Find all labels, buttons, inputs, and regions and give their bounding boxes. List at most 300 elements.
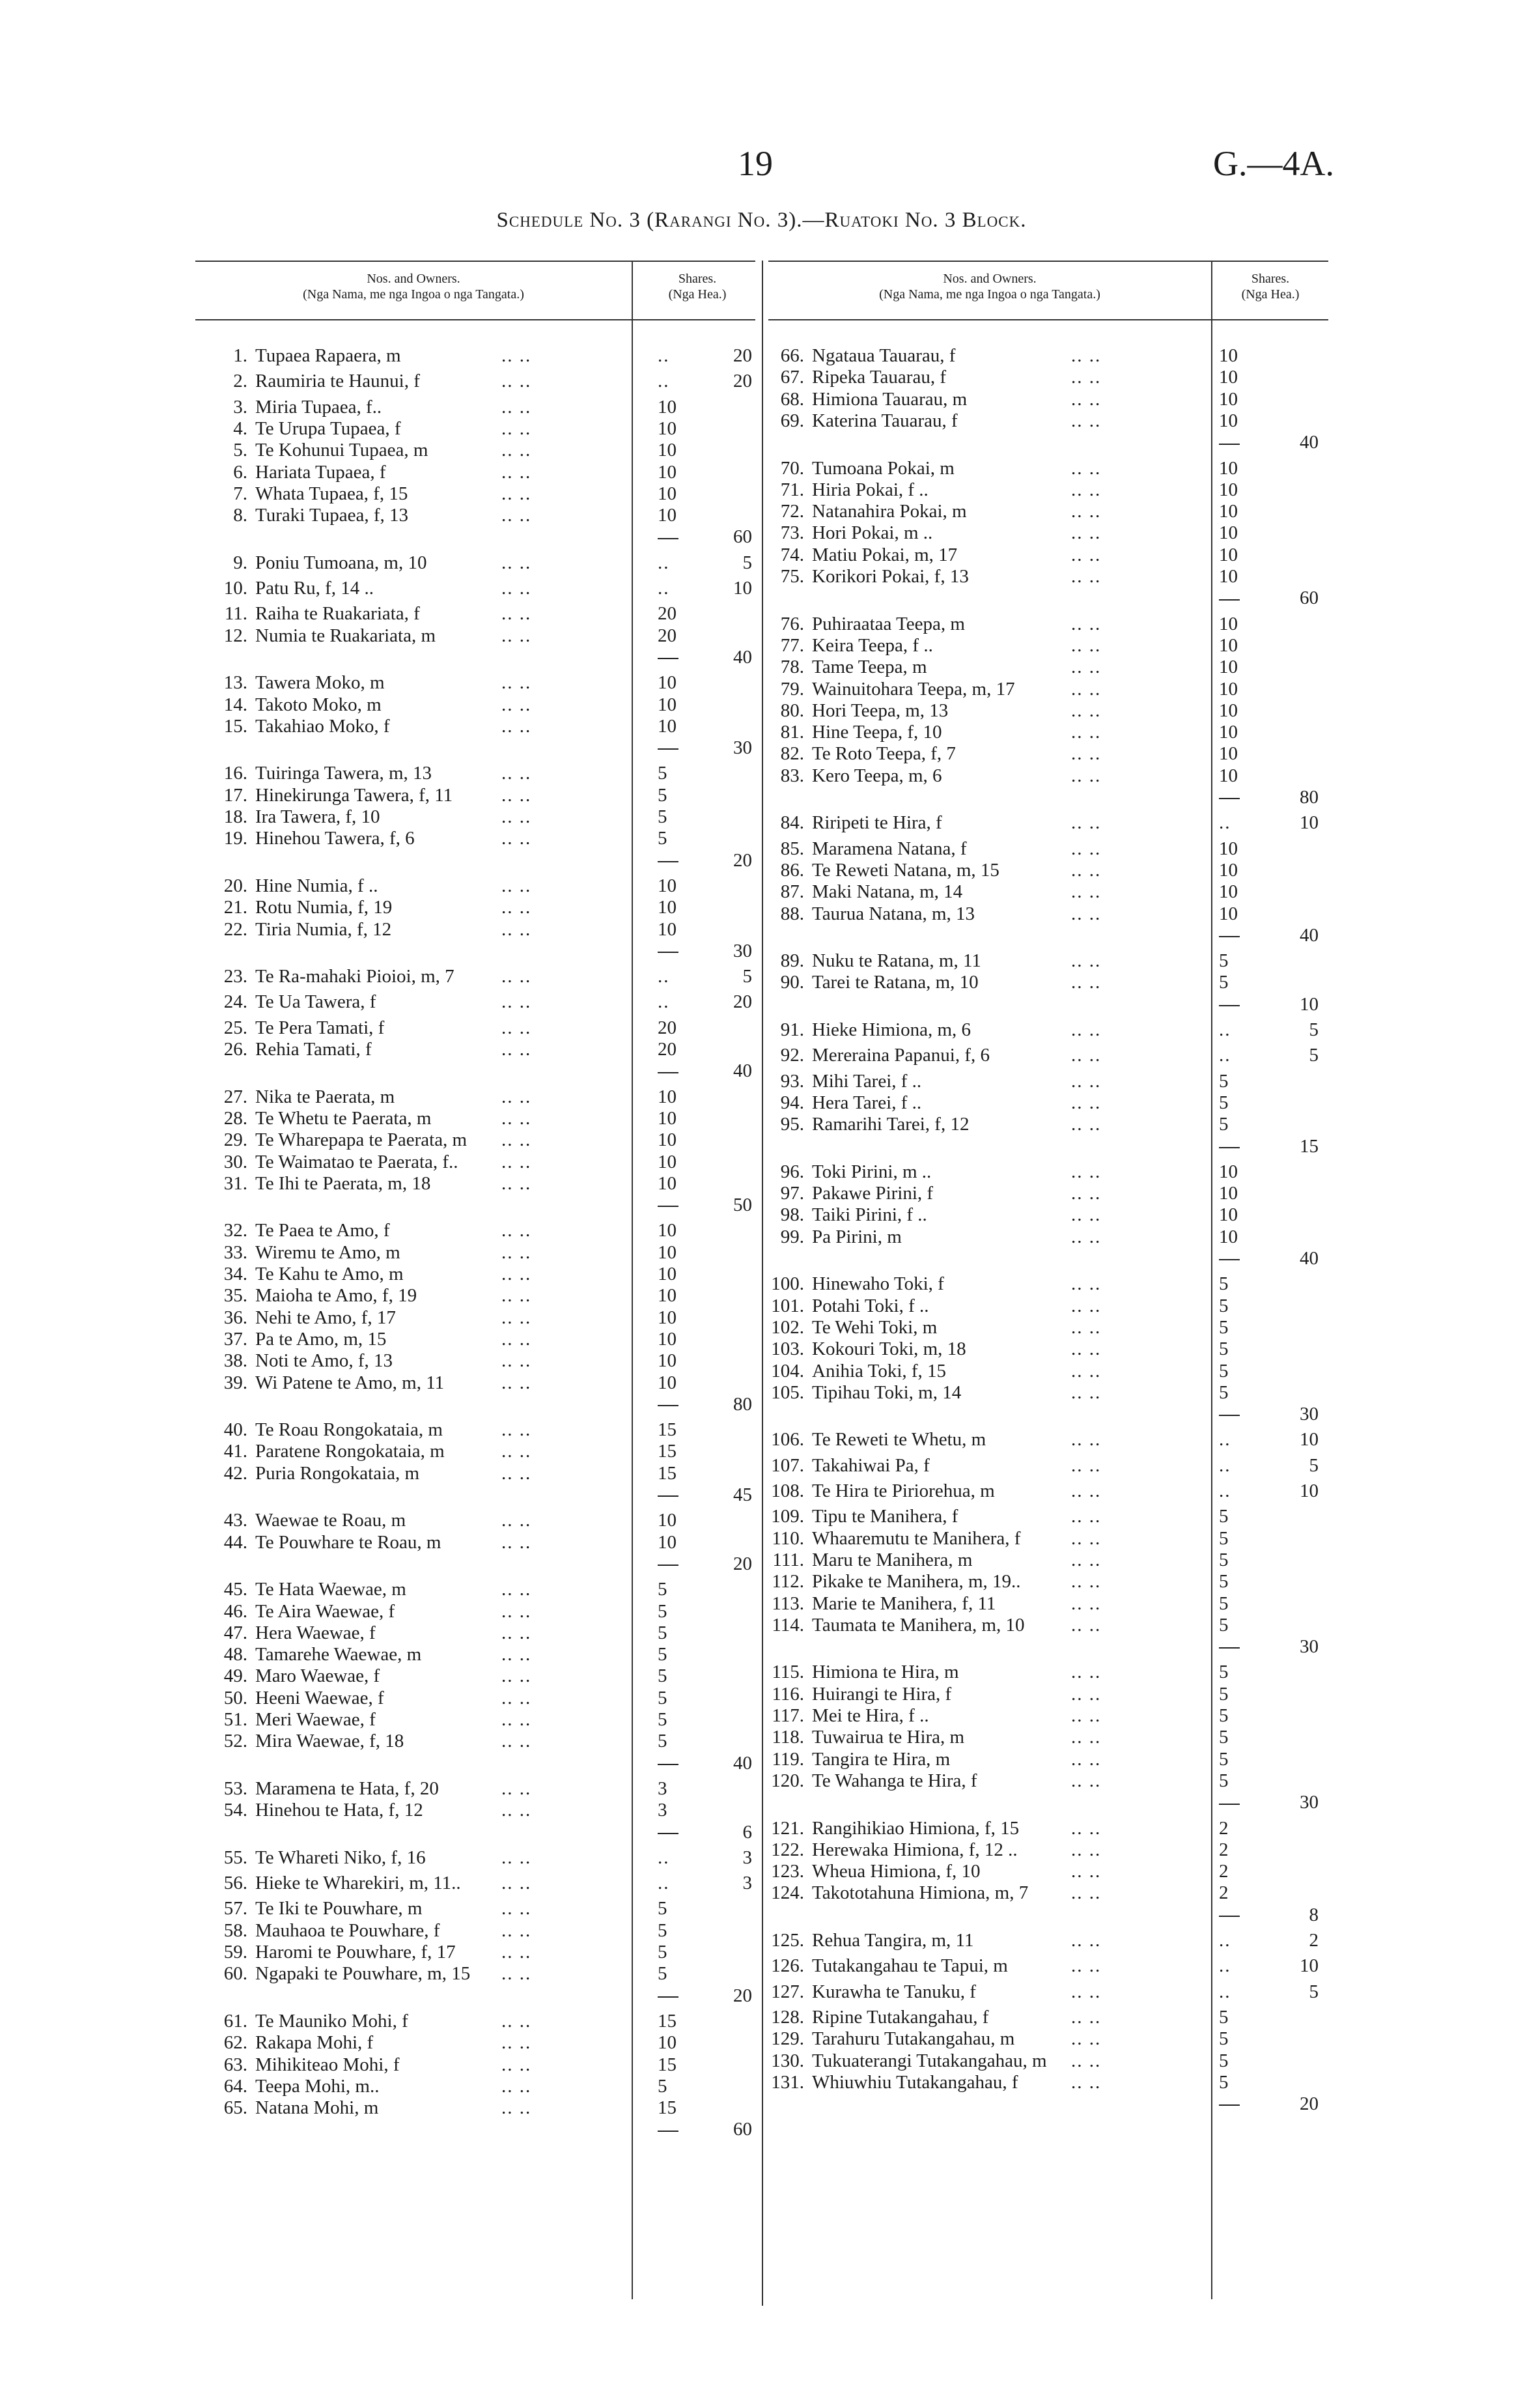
right-owner-row xyxy=(765,812,1325,834)
owner-number: 111. xyxy=(772,1549,804,1570)
leader-dots: .. .. xyxy=(501,396,532,418)
individual-share: 5 xyxy=(1219,1070,1229,1092)
group-total-share: 20 xyxy=(733,371,752,392)
group-total-share: 30 xyxy=(1300,1404,1319,1425)
subtotal-rule xyxy=(658,1985,686,2007)
owner-number: 19. xyxy=(223,828,247,849)
leader-dots: .. .. xyxy=(1071,1614,1102,1636)
left-owner-row xyxy=(208,897,762,918)
owner-name: Te Roto Teepa, f, 7 xyxy=(812,743,956,765)
owner-number: 6. xyxy=(233,461,247,483)
individual-share: 10 xyxy=(658,1285,677,1307)
left-owner-row xyxy=(208,1579,762,1600)
owner-name: Taiki Pirini, f .. xyxy=(812,1204,927,1226)
individual-share: 10 xyxy=(658,1151,677,1172)
leader-dots: .. .. xyxy=(501,2010,532,2032)
individual-share: 10 xyxy=(1219,859,1238,881)
left-owner-row xyxy=(208,1220,762,1241)
individual-share: 5 xyxy=(1219,1662,1229,1683)
left-owner-row xyxy=(208,1264,762,1285)
left-owner-row xyxy=(208,785,762,806)
leader-dots: .. .. xyxy=(501,1800,532,1821)
owner-name: Poniu Tumoana, m, 10 xyxy=(255,552,427,573)
group-total-share: 40 xyxy=(1300,924,1319,946)
owner-name: Keira Teepa, f .. xyxy=(812,634,933,656)
right-owner-row xyxy=(765,501,1325,522)
left-owner-row xyxy=(208,672,762,694)
individual-share: 10 xyxy=(1219,903,1238,924)
right-header-top-rule xyxy=(768,261,1328,262)
owner-number: 57. xyxy=(223,1898,247,1919)
owner-number: 66. xyxy=(780,345,804,366)
individual-share: 5 xyxy=(658,2075,667,2097)
owner-number: 84. xyxy=(780,812,804,834)
left-owner-row xyxy=(208,1173,762,1195)
individual-share: 5 xyxy=(1219,1114,1229,1135)
left-owner-row xyxy=(208,828,762,849)
leader-dots: .. .. xyxy=(1071,613,1102,634)
leader-dots: .. xyxy=(1219,1930,1231,1951)
owner-number: 74. xyxy=(780,544,804,565)
owner-name: Te Pera Tamati, f xyxy=(255,1017,385,1038)
right-owner-row xyxy=(765,860,1325,881)
right-owner-row xyxy=(765,1071,1325,1092)
owner-name: Te Whetu te Paerata, m xyxy=(255,1107,432,1129)
right-owner-row xyxy=(765,410,1325,432)
subtotal-rule-line xyxy=(658,1833,678,1834)
owner-number: 39. xyxy=(223,1372,247,1393)
right-owner-row xyxy=(765,1905,1325,1926)
owner-number: 63. xyxy=(223,2054,247,2075)
owner-number: 3. xyxy=(233,396,247,418)
owner-number: 45. xyxy=(223,1579,247,1600)
right-owner-row xyxy=(765,1296,1325,1317)
individual-share: 3 xyxy=(658,1800,667,1821)
leader-dots: .. .. xyxy=(501,1307,532,1328)
left-owner-row xyxy=(208,1039,762,1060)
right-owner-row xyxy=(765,1981,1325,2003)
leader-dots: .. .. xyxy=(501,1731,532,1752)
owner-number: 4. xyxy=(233,418,247,439)
leader-dots: .. .. xyxy=(1071,2071,1102,2093)
owner-name: Noti te Amo, f, 13 xyxy=(255,1350,393,1372)
leader-dots: .. .. xyxy=(1071,479,1102,500)
owner-number: 56. xyxy=(223,1873,247,1894)
owner-name: Hinehou Tawera, f, 6 xyxy=(255,828,415,849)
leader-dots: .. .. xyxy=(1071,1882,1102,1904)
page-reference: G.—4A. xyxy=(1213,144,1334,183)
right-owner-row xyxy=(765,679,1325,700)
individual-share: 5 xyxy=(1219,1273,1229,1295)
owner-number: 17. xyxy=(223,784,247,806)
individual-share: 15 xyxy=(658,1441,677,1462)
owner-name: Pikake te Manihera, m, 19.. xyxy=(812,1571,1021,1593)
owner-number: 123. xyxy=(771,1861,804,1882)
leader-dots: .. xyxy=(1219,1454,1231,1476)
owner-number: 14. xyxy=(223,694,247,715)
left-owner-row xyxy=(208,1847,762,1869)
leader-dots: .. .. xyxy=(1071,1727,1102,1748)
leader-dots: .. .. xyxy=(1071,903,1102,924)
owner-number: 1. xyxy=(233,345,247,366)
leader-dots: .. .. xyxy=(1071,1295,1102,1316)
owner-name: Te Wahanga te Hira, f xyxy=(812,1770,977,1791)
individual-share: 5 xyxy=(1219,1549,1229,1570)
individual-share: 5 xyxy=(658,1919,667,1941)
right-owner-row xyxy=(765,2093,1325,2115)
leader-dots: .. .. xyxy=(1071,457,1102,479)
right-owner-row xyxy=(765,1226,1325,1248)
subtotal-rule-line xyxy=(1219,1647,1240,1649)
right-owner-row xyxy=(765,1114,1325,1135)
left-shares-header-mi: (Nga Hea.) xyxy=(668,287,727,302)
individual-share: 10 xyxy=(1219,678,1238,700)
leader-dots: .. .. xyxy=(501,1172,532,1194)
subtotal-rule xyxy=(1219,925,1248,946)
individual-share: 5 xyxy=(1219,1360,1229,1381)
owner-name: Te Ihi te Paerata, m, 18 xyxy=(255,1172,431,1194)
owner-number: 65. xyxy=(223,2097,247,2119)
left-owner-row xyxy=(208,371,762,392)
leader-dots: .. .. xyxy=(501,552,532,573)
leader-dots: .. .. xyxy=(1071,1817,1102,1839)
owner-number: 129. xyxy=(771,2028,804,2050)
owner-name: Pakawe Pirini, f xyxy=(812,1183,934,1204)
right-owner-row xyxy=(765,1662,1325,1683)
leader-dots: .. .. xyxy=(1071,881,1102,903)
owner-name: Te Paea te Amo, f xyxy=(255,1220,390,1241)
individual-share: 10 xyxy=(1219,367,1238,388)
right-owner-row xyxy=(765,994,1325,1015)
right-owner-row xyxy=(765,1382,1325,1404)
owner-name: Mei te Hira, f .. xyxy=(812,1705,929,1726)
individual-share: 5 xyxy=(658,784,667,806)
group-total-share: 50 xyxy=(733,1195,752,1216)
owner-name: Maramena te Hata, f, 20 xyxy=(255,1778,439,1799)
group-total-share: 20 xyxy=(733,849,752,871)
owner-name: Tuiringa Tawera, m, 13 xyxy=(255,763,432,784)
owner-name: Rehia Tamati, f xyxy=(255,1039,372,1060)
owner-number: 70. xyxy=(780,457,804,479)
owner-name: Katerina Tauarau, f xyxy=(812,410,958,431)
leader-dots: .. .. xyxy=(1071,1683,1102,1705)
owner-number: 44. xyxy=(223,1531,247,1553)
owner-name: Rakapa Mohi, f xyxy=(255,2032,374,2054)
leader-dots: .. .. xyxy=(501,1531,532,1553)
right-owner-row xyxy=(765,1429,1325,1451)
group-total-share: 6 xyxy=(742,1821,752,1843)
owner-number: 122. xyxy=(771,1839,804,1860)
left-owner-row xyxy=(208,1778,762,1800)
owner-number: 81. xyxy=(780,722,804,743)
group-total-share: 30 xyxy=(1300,1636,1319,1658)
owner-number: 9. xyxy=(233,552,247,573)
owner-number: 124. xyxy=(771,1882,804,1904)
leader-dots: .. .. xyxy=(1071,722,1102,743)
individual-share: 10 xyxy=(658,1307,677,1328)
subtotal-rule-line xyxy=(658,658,678,659)
owner-name: Te Reweti te Whetu, m xyxy=(812,1429,986,1451)
owner-number: 26. xyxy=(223,1039,247,1060)
owner-name: Ramarihi Tarei, f, 12 xyxy=(812,1114,970,1135)
subtotal-rule-line xyxy=(1219,1005,1240,1006)
leader-dots: .. .. xyxy=(1071,388,1102,410)
individual-share: 5 xyxy=(658,1963,667,1985)
right-owner-row xyxy=(765,787,1325,808)
leader-dots: .. .. xyxy=(1071,1114,1102,1135)
individual-share: 5 xyxy=(1219,1571,1229,1593)
leader-dots: .. .. xyxy=(1071,522,1102,544)
individual-share: 5 xyxy=(658,1665,667,1687)
right-owner-row xyxy=(765,1480,1325,1502)
subtotal-rule-line xyxy=(658,538,678,539)
owner-number: 43. xyxy=(223,1510,247,1531)
left-owner-row xyxy=(208,1242,762,1264)
individual-share: 5 xyxy=(658,1579,667,1600)
right-owner-row xyxy=(765,1636,1325,1658)
right-owner-row xyxy=(765,479,1325,501)
subtotal-rule xyxy=(1219,1248,1248,1269)
subtotal-rule-line xyxy=(658,1206,678,1207)
owner-name: Waewae te Roau, m xyxy=(255,1510,406,1531)
individual-share: 5 xyxy=(1219,1683,1229,1705)
left-owner-row xyxy=(208,919,762,941)
subtotal-rule-line xyxy=(1219,1259,1240,1260)
owner-name: Mauhaoa te Pouwhare, f xyxy=(255,1919,440,1941)
right-owner-row xyxy=(765,1161,1325,1183)
right-owner-row xyxy=(765,700,1325,722)
subtotal-rule-line xyxy=(1219,444,1240,445)
leader-dots: .. .. xyxy=(501,1942,532,1962)
individual-share: 20 xyxy=(658,1017,677,1038)
leader-dots: .. .. xyxy=(1071,678,1102,700)
right-owner-row xyxy=(765,1571,1325,1593)
owner-name: Puhiraataa Teepa, m xyxy=(812,613,965,634)
leader-dots: .. .. xyxy=(501,1873,532,1894)
individual-share: 10 xyxy=(658,875,677,896)
individual-share: 10 xyxy=(1219,1161,1238,1182)
leader-dots: .. xyxy=(1219,1019,1231,1040)
individual-share: 10 xyxy=(1219,544,1238,565)
individual-share: 2 xyxy=(1219,1817,1229,1839)
individual-share: 5 xyxy=(1219,1705,1229,1726)
leader-dots: .. .. xyxy=(501,1622,532,1643)
leader-dots: .. .. xyxy=(1071,972,1102,993)
leader-dots: .. .. xyxy=(1071,812,1102,834)
individual-share: 10 xyxy=(1219,345,1238,366)
owner-name: Natanahira Pokai, m xyxy=(812,501,967,522)
owner-number: 82. xyxy=(780,743,804,765)
leader-dots: .. .. xyxy=(1071,1839,1102,1860)
leader-dots: .. .. xyxy=(501,1086,532,1107)
group-total-share: 30 xyxy=(1300,1792,1319,1813)
owner-name: Wheua Himiona, f, 10 xyxy=(812,1861,981,1882)
owner-name: Tutakangahau te Tapui, m xyxy=(812,1955,1008,1977)
right-owner-row xyxy=(765,2007,1325,2028)
right-owner-row xyxy=(765,838,1325,860)
group-total-share: 60 xyxy=(733,526,752,548)
left-header-top-rule xyxy=(195,261,755,262)
left-owner-row xyxy=(208,850,762,871)
owner-number: 31. xyxy=(223,1172,247,1194)
individual-share: 5 xyxy=(1219,1748,1229,1770)
right-owner-row xyxy=(765,881,1325,903)
owner-name: Meri Waewae, f xyxy=(255,1709,376,1730)
center-divider xyxy=(762,261,763,2306)
group-total-share: 20 xyxy=(1300,2093,1319,2115)
owner-name: Wiremu te Amo, m xyxy=(255,1241,400,1263)
owner-name: Hera Tarei, f .. xyxy=(812,1092,922,1113)
owner-number: 27. xyxy=(223,1086,247,1107)
right-owner-row xyxy=(765,1727,1325,1748)
individual-share: 5 xyxy=(1219,1727,1229,1748)
group-total-share: 30 xyxy=(733,737,752,759)
left-owner-row xyxy=(208,1394,762,1415)
right-header-bottom-rule xyxy=(768,319,1328,320)
group-total-share: 40 xyxy=(733,1060,752,1082)
owner-name: Whiuwhiu Tutakangahau, f xyxy=(812,2071,1018,2093)
owner-number: 12. xyxy=(223,625,247,646)
owner-name: Anihia Toki, f, 15 xyxy=(812,1360,947,1381)
owner-name: Whata Tupaea, f, 15 xyxy=(255,483,408,504)
individual-share: 10 xyxy=(1219,501,1238,522)
individual-share: 10 xyxy=(658,1531,677,1553)
subtotal-rule-line xyxy=(658,1405,678,1406)
leader-dots: .. .. xyxy=(501,1220,532,1241)
right-owner-row xyxy=(765,2050,1325,2072)
owner-number: 79. xyxy=(780,678,804,700)
leader-dots: .. .. xyxy=(1071,1506,1102,1527)
right-owner-row xyxy=(765,522,1325,544)
individual-share: 5 xyxy=(1219,1506,1229,1527)
group-total-share: 10 xyxy=(1300,1429,1319,1451)
leader-dots: .. .. xyxy=(1071,700,1102,721)
leader-dots: .. .. xyxy=(501,1151,532,1172)
individual-share: 5 xyxy=(1219,2028,1229,2050)
left-owner-row xyxy=(208,1017,762,1039)
right-owner-row xyxy=(765,367,1325,388)
owner-number: 59. xyxy=(223,1942,247,1962)
left-owner-row xyxy=(208,991,762,1013)
leader-dots: .. .. xyxy=(501,918,532,940)
owner-name: Toki Pirini, m .. xyxy=(812,1161,932,1182)
left-owner-row xyxy=(208,505,762,526)
individual-share: 10 xyxy=(1219,881,1238,903)
leader-dots: .. .. xyxy=(1071,1770,1102,1791)
individual-share: 5 xyxy=(658,1644,667,1665)
right-owner-row xyxy=(765,1930,1325,1951)
owner-number: 93. xyxy=(780,1070,804,1092)
owner-name: Te Reweti Natana, m, 15 xyxy=(812,859,999,881)
individual-share: 20 xyxy=(658,625,677,646)
individual-share: 5 xyxy=(658,1709,667,1730)
leader-dots: .. .. xyxy=(501,1510,532,1531)
owner-name: Raiha te Ruakariata, f xyxy=(255,603,420,625)
left-owner-row xyxy=(208,1873,762,1894)
leader-dots: .. xyxy=(658,345,670,366)
leader-dots: .. .. xyxy=(1071,1480,1102,1501)
leader-dots: .. .. xyxy=(1071,1273,1102,1295)
individual-share: 3 xyxy=(658,1778,667,1799)
left-owners-header xyxy=(195,271,632,302)
left-owner-row xyxy=(208,941,762,962)
leader-dots: .. .. xyxy=(1071,1429,1102,1451)
owner-name: Huirangi te Hira, f xyxy=(812,1683,952,1705)
leader-dots: .. .. xyxy=(501,763,532,784)
owner-number: 102. xyxy=(771,1316,804,1338)
leader-dots: .. .. xyxy=(1071,1705,1102,1726)
group-total-share: 2 xyxy=(1309,1930,1319,1951)
individual-share: 10 xyxy=(658,418,677,439)
leader-dots: .. xyxy=(1219,812,1231,834)
leader-dots: .. .. xyxy=(1071,345,1102,366)
schedule-table xyxy=(195,261,1328,2397)
leader-dots: .. .. xyxy=(501,603,532,625)
right-owner-row xyxy=(765,657,1325,678)
right-owner-row xyxy=(765,458,1325,479)
owner-number: 108. xyxy=(771,1480,804,1501)
left-owner-row xyxy=(208,1329,762,1350)
individual-share: 5 xyxy=(1219,2006,1229,2028)
owner-number: 23. xyxy=(223,966,247,987)
leader-dots: .. .. xyxy=(501,1419,532,1441)
left-owner-row xyxy=(208,2011,762,2032)
left-owner-row xyxy=(208,2032,762,2054)
owner-name: Nika te Paerata, m xyxy=(255,1086,395,1107)
left-owner-row xyxy=(208,1753,762,1774)
leader-dots: .. .. xyxy=(1071,2028,1102,2050)
right-owner-row xyxy=(765,614,1325,635)
subtotal-rule-line xyxy=(658,1996,678,1998)
schedule-title-text: Schedule No. 3 (Rarangi No. 3).—Ruatoki No. 3 Block. xyxy=(496,208,1027,232)
right-shares-header-mi: (Nga Hea.) xyxy=(1241,287,1300,302)
owner-number: 42. xyxy=(223,1462,247,1484)
owner-name: Te Pouwhare te Roau, m xyxy=(255,1531,441,1553)
individual-share: 10 xyxy=(1219,722,1238,743)
right-owner-row xyxy=(765,1092,1325,1114)
owner-name: Mira Waewae, f, 18 xyxy=(255,1731,404,1752)
leader-dots: .. .. xyxy=(1071,1527,1102,1549)
leader-dots: .. .. xyxy=(1071,1226,1102,1247)
owner-number: 67. xyxy=(780,367,804,388)
owner-name: Mereraina Papanui, f, 6 xyxy=(812,1045,990,1066)
owner-number: 49. xyxy=(223,1665,247,1687)
left-owner-row xyxy=(208,1644,762,1665)
leader-dots: .. .. xyxy=(501,1350,532,1372)
left-owner-row xyxy=(208,1920,762,1942)
right-owners-header-en: Nos. and Owners. xyxy=(943,272,1037,286)
owner-number: 20. xyxy=(223,875,247,896)
right-owners-header xyxy=(768,271,1211,302)
subtotal-rule xyxy=(658,1195,686,1216)
subtotal-rule xyxy=(1219,1636,1248,1658)
individual-share: 10 xyxy=(658,396,677,418)
leader-dots: .. .. xyxy=(501,345,532,366)
individual-share: 5 xyxy=(1219,1770,1229,1791)
leader-dots: .. .. xyxy=(1071,1861,1102,1882)
owner-number: 90. xyxy=(780,972,804,993)
right-owner-row xyxy=(765,635,1325,657)
leader-dots: .. .. xyxy=(1071,950,1102,972)
subtotal-rule xyxy=(658,1484,686,1506)
leader-dots: .. .. xyxy=(501,1898,532,1919)
owner-name: Hinewaho Toki, f xyxy=(812,1273,944,1295)
group-total-share: 60 xyxy=(1300,588,1319,609)
right-owner-row xyxy=(765,1839,1325,1861)
leader-dots: .. .. xyxy=(1071,1183,1102,1204)
group-total-share: 3 xyxy=(742,1847,752,1868)
owner-number: 47. xyxy=(223,1622,247,1643)
